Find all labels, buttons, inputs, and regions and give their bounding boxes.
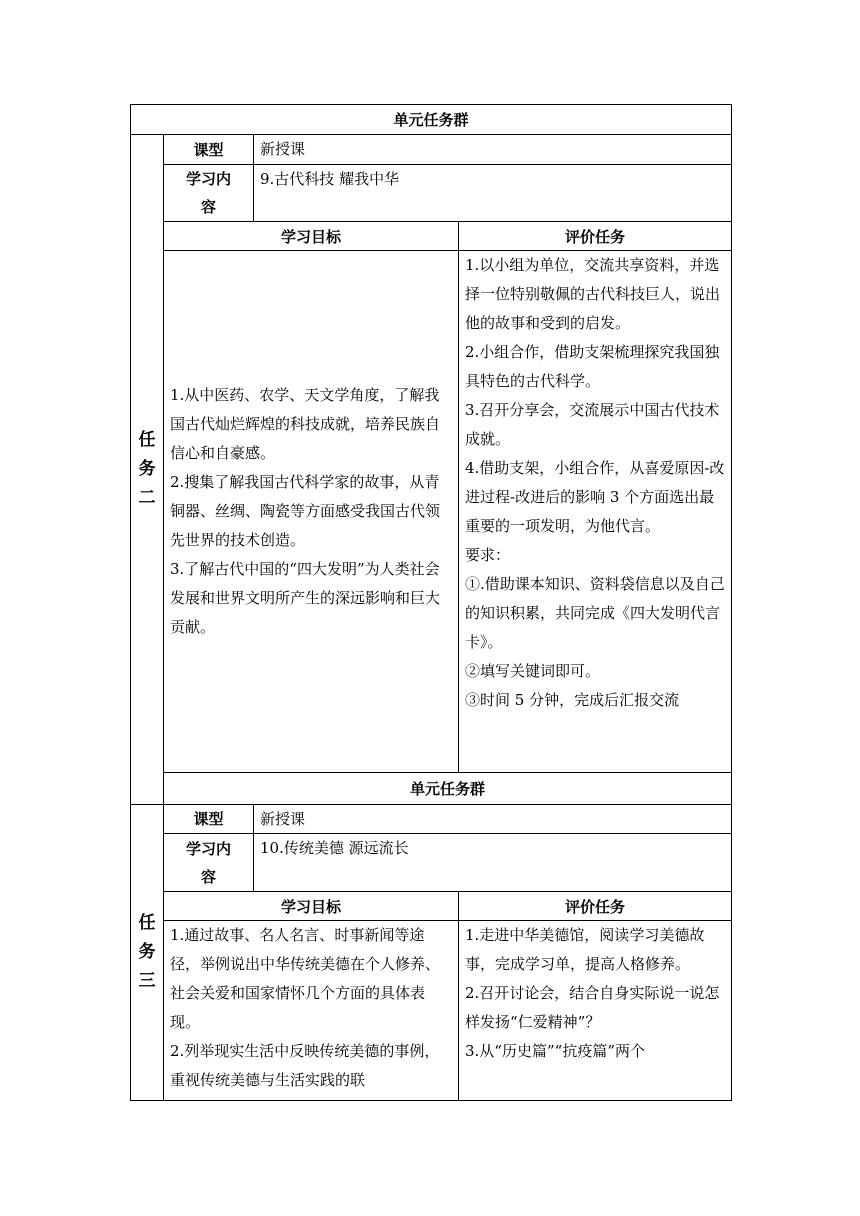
content-row [131,834,732,892]
goals-eval-row [131,921,732,1101]
content-value: 9.古代科技 耀我中华 [254,165,732,222]
group-title-row [131,105,732,135]
eval-item: 2.小组合作，借助支架梳理探究我国独具特色的古代科学。 [465,343,720,390]
eval-item: ③时间 5 分钟，完成后汇报交流 [465,691,680,709]
goal-item: 2.搜集了解我国古代科学家的故事，从青铜器、丝绸、陶瓷等方面感受我国古代领先世界的技术创造。 [170,473,441,549]
course-type-row [131,135,732,165]
goals-cell [164,921,459,1101]
eval-item: 3.召开分享会，交流展示中国古代技术成就。 [465,401,720,448]
goal-item: 3.了解古代中国的“四大发明”为人类社会发展和世界文明所产生的深远影响和巨大贡献。 [170,560,441,636]
content-label: 学习内 容 [164,165,254,222]
content-value: 10.传统美德 源远流长 [254,834,732,892]
course-type-row [131,805,732,834]
column-header-row [131,892,732,921]
course-type-value: 新授课 [254,805,732,834]
goals-eval-row [131,251,732,773]
task-label: 任 务 二 [131,135,164,805]
course-type-label: 课型 [164,135,254,165]
eval-cell [459,921,732,1101]
eval-cell [459,251,732,773]
eval-item: ①.借助课本知识、资料袋信息以及自己的知识积累，共同完成《四大发明代言卡》。 [465,575,725,651]
course-type-label: 课型 [164,805,254,834]
eval-item: 2.召开讨论会，结合自身实际说一说怎样发扬“仁爱精神”？ [465,984,720,1031]
lesson-plan-sheet [130,104,731,1101]
task-label: 任 务 三 [131,805,164,1101]
eval-item: 4.借助支架，小组合作，从喜爱原因-改进过程-改进后的影响 3 个方面选出最重要的一项发明，为他代言。 [465,459,725,535]
eval-header: 评价任务 [459,222,732,251]
group-title-row [131,773,732,805]
eval-item: 3.从“历史篇”“抗疫篇”两个 [465,1042,645,1060]
group-title: 单元任务群 [164,773,732,805]
goals-header: 学习目标 [164,892,459,921]
course-type-value: 新授课 [254,135,732,165]
goal-item: 2.列举现实生活中反映传统美德的事例，重视传统美德与生活实践的联 [170,1042,440,1089]
goal-item: 1.通过故事、名人名言、时事新闻等途径，举例说出中华传统美德在个人修养、社会关爱和国家情怀几个方面的具体表现。 [170,926,441,1031]
group-title: 单元任务群 [131,105,732,135]
lesson-plan-table [130,104,732,1101]
eval-item: 要求： [465,546,511,564]
eval-header: 评价任务 [459,892,732,921]
column-header-row [131,222,732,251]
content-row [131,165,732,222]
eval-item: 1.走进中华美德馆，阅读学习美德故事，完成学习单，提高人格修养。 [465,926,705,973]
eval-item: 1.以小组为单位，交流共享资料，并选择一位特别敬佩的古代科技巨人，说出他的故事和受到的启发。 [465,256,721,332]
content-label: 学习内 容 [164,834,254,892]
eval-item: ②填写关键词即可。 [465,662,601,680]
goal-item: 1.从中医药、农学、天文学角度，了解我国古代灿烂辉煌的科技成就，培养民族自信心和自豪感。 [170,386,441,462]
goals-header: 学习目标 [164,222,459,251]
goals-cell [164,251,459,773]
